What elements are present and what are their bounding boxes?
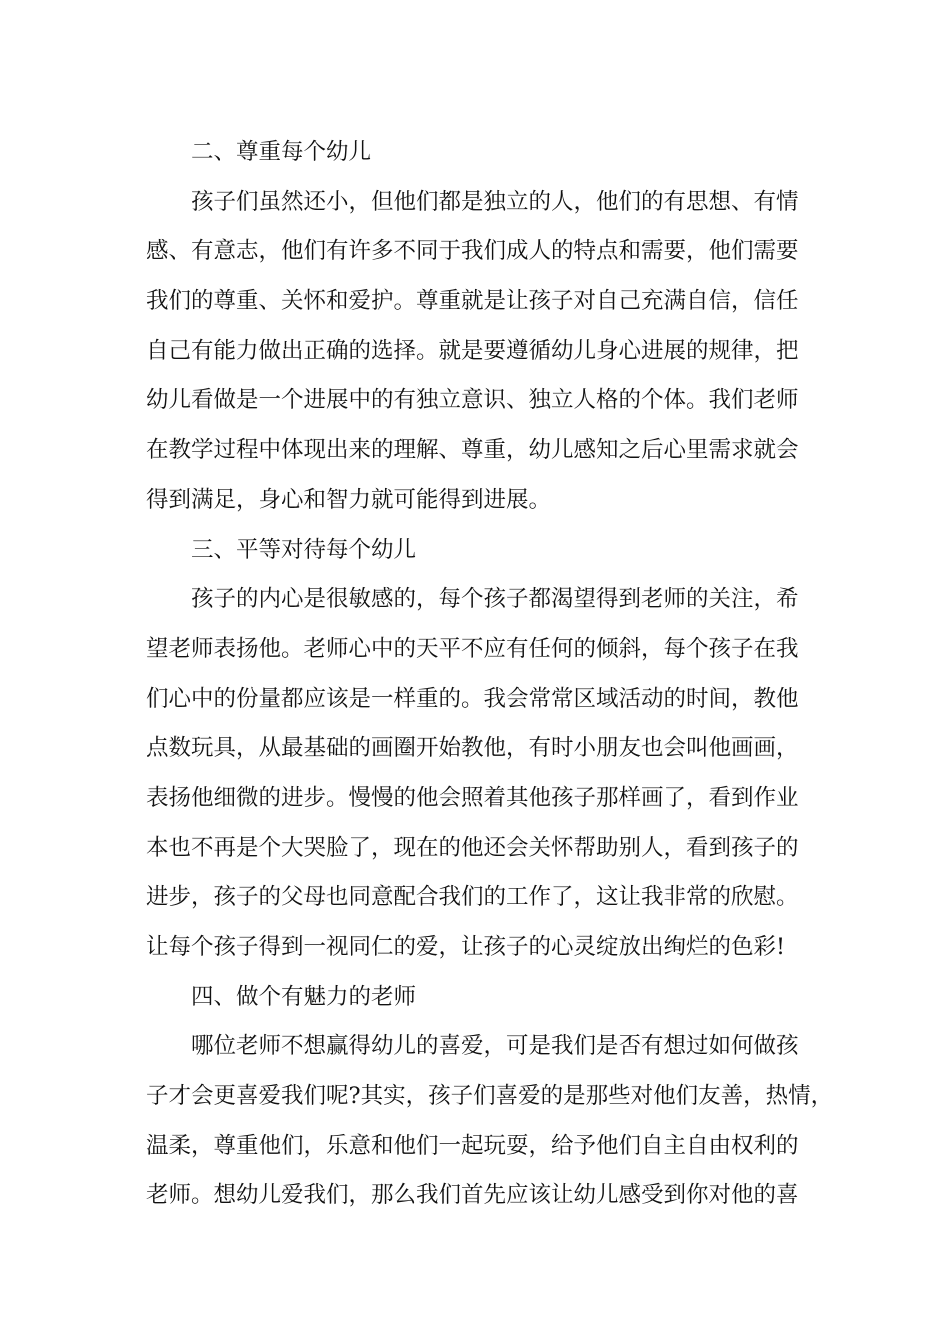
paragraph-line: 温柔，尊重他们，乐意和他们一起玩耍，给予他们自主自由权利的 <box>146 1132 799 1159</box>
paragraph-line: 子才会更喜爱我们呢?其实，孩子们喜爱的是那些对他们友善，热情， <box>146 1083 834 1110</box>
paragraph-line: 孩子的内心是很敏感的，每个孩子都渴望得到老师的关注，希 <box>191 586 799 613</box>
paragraph-line: 本也不再是个大哭脸了，现在的他还会关怀帮助别人，看到孩子的 <box>146 834 799 861</box>
paragraph-line: 点数玩具，从最基础的画圈开始教他，有时小朋友也会叫他画画， <box>146 735 799 762</box>
paragraph-line: 得到满足，身心和智力就可能得到进展。 <box>146 486 552 513</box>
paragraph-line: 老师。想幼儿爱我们，那么我们首先应该让幼儿感受到你对他的喜 <box>146 1182 799 1209</box>
paragraph-line: 在教学过程中体现出来的理解、尊重，幼儿感知之后心里需求就会 <box>146 437 799 464</box>
paragraph-line: 哪位老师不想赢得幼儿的喜爱，可是我们是否有想过如何做孩 <box>191 1033 799 1060</box>
paragraph-line: 我们的尊重、关怀和爱护。尊重就是让孩子对自己充满自信，信任 <box>146 288 799 315</box>
paragraph-line: 们心中的份量都应该是一样重的。我会常常区域活动的时间，教他 <box>146 685 799 712</box>
document-body <box>146 128 834 1221</box>
paragraph-line: 望老师表扬他。老师心中的天平不应有任何的倾斜，每个孩子在我 <box>146 635 799 662</box>
section-heading: 三、平等对待每个幼儿 <box>191 536 417 563</box>
paragraph-line: 孩子们虽然还小，但他们都是独立的人，他们的有思想、有情 <box>191 188 799 215</box>
paragraph-line: 感、有意志，他们有许多不同于我们成人的特点和需要，他们需要 <box>146 238 799 265</box>
paragraph-line: 让每个孩子得到一视同仁的爱，让孩子的心灵绽放出绚烂的色彩! <box>146 934 786 960</box>
paragraph-line: 自己有能力做出正确的选择。就是要遵循幼儿身心进展的规律，把 <box>146 337 799 364</box>
paragraph-line: 表扬他细微的进步。慢慢的他会照着其他孩子那样画了，看到作业 <box>146 784 799 811</box>
section-heading: 二、尊重每个幼儿 <box>191 139 372 165</box>
paragraph-line: 进步，孩子的父母也同意配合我们的工作了，这让我非常的欣慰。 <box>146 884 799 911</box>
paragraph-line: 幼儿看做是一个进展中的有独立意识、独立人格的个体。我们老师 <box>146 387 799 414</box>
section-heading: 四、做个有魅力的老师 <box>191 983 417 1010</box>
